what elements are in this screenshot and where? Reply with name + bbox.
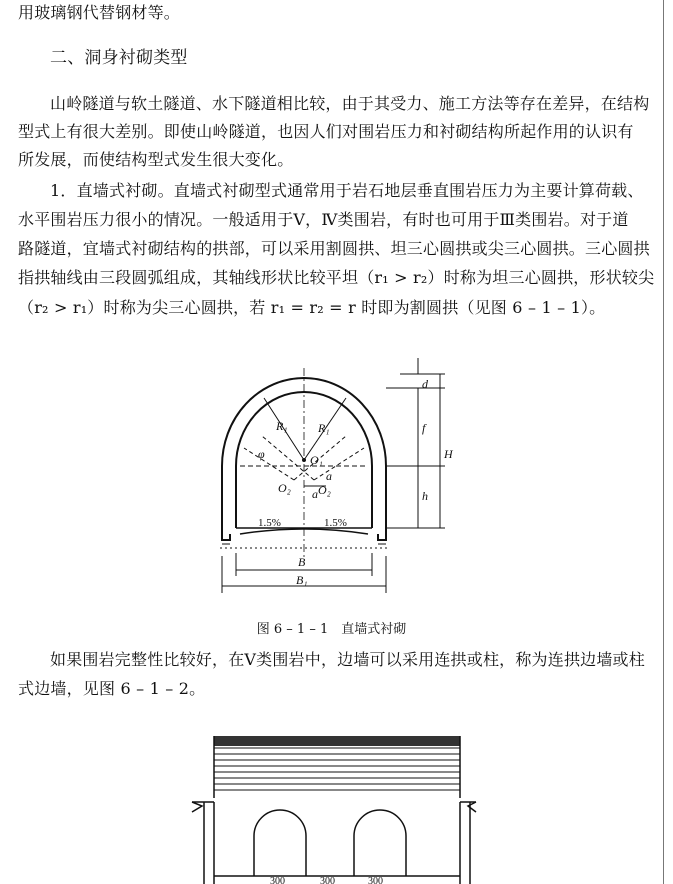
text-line-10: （r₂ > r₁）时称为尖三心圆拱，若 r₁ = r₂ = r 时即为割圆拱（见图 6 – 1 – 1）。 [18, 298, 606, 317]
label-a-vertical: a [326, 469, 332, 483]
label-H: H [444, 447, 453, 461]
text-line-11: 如果围岩完整性比较好，在Ⅴ类围岩中，边墙可以采用连拱或柱，称为连拱边墙或柱 [50, 650, 645, 669]
figure-arched-side-walls [188, 728, 478, 884]
section-heading: 二、洞身衬砌类型 [50, 48, 188, 68]
text-line-12: 式边墙，见图 6 – 1 – 2。 [18, 679, 206, 698]
dim-300-3: 300 [368, 876, 383, 884]
figure-caption: 图 6 – 1 – 1 直墙式衬砌 [256, 622, 407, 637]
text-line-5: 所发展，而使结构型式发生很大变化。 [18, 150, 294, 169]
dim-300-2: 300 [320, 876, 335, 884]
label-B: B [298, 555, 306, 569]
label-r2: R₁ [318, 421, 330, 435]
label-slope-left: 1.5% [258, 517, 281, 529]
text-line-9: 指拱轴线由三段圆弧组成，其轴线形状比较平坦（r₁ > r₂）时称为坦三心圆拱，形状较尖 [18, 268, 655, 287]
label-o2-left: O₂ [278, 481, 291, 495]
dim-300-1: 300 [270, 876, 285, 884]
label-phi: φ [258, 447, 265, 461]
label-r1: R₁ [276, 419, 288, 433]
text-line-6: 1．直墙式衬砌。直墙式衬砌型式通常用于岩石地层垂直围岩压力为主要计算荷载、 [50, 181, 644, 200]
page-border [663, 0, 664, 884]
label-o2-right: O₂ [318, 483, 331, 497]
label-slope-right: 1.5% [324, 517, 347, 529]
text-line-8: 路隧道，宜墙式衬砌结构的拱部，可以采用割圆拱、坦三心圆拱或尖三心圆拱。三心圆拱 [18, 239, 650, 258]
figure-straight-wall-lining [200, 348, 490, 598]
text-line-1: 用玻璃钢代替钢材等。 [18, 3, 181, 22]
label-h: h [422, 489, 428, 503]
text-line-3: 山岭隧道与软土隧道、水下隧道相比较，由于其受力、施工方法等存在差异，在结构 [50, 94, 650, 113]
text-line-7: 水平围岩压力很小的情况。一般适用于Ⅴ，Ⅳ类围岩，有时也可用于Ⅲ类围岩。对于道 [18, 210, 629, 229]
label-B1: B₁ [296, 573, 308, 587]
text-line-4: 型式上有很大差别。即使山岭隧道，也因人们对围岩压力和衬砌结构所起作用的认识有 [18, 122, 634, 141]
label-f: f [422, 421, 426, 435]
label-o1: O₁ [310, 453, 323, 467]
label-d: d [422, 377, 428, 391]
label-a-horizontal: a [312, 487, 318, 501]
